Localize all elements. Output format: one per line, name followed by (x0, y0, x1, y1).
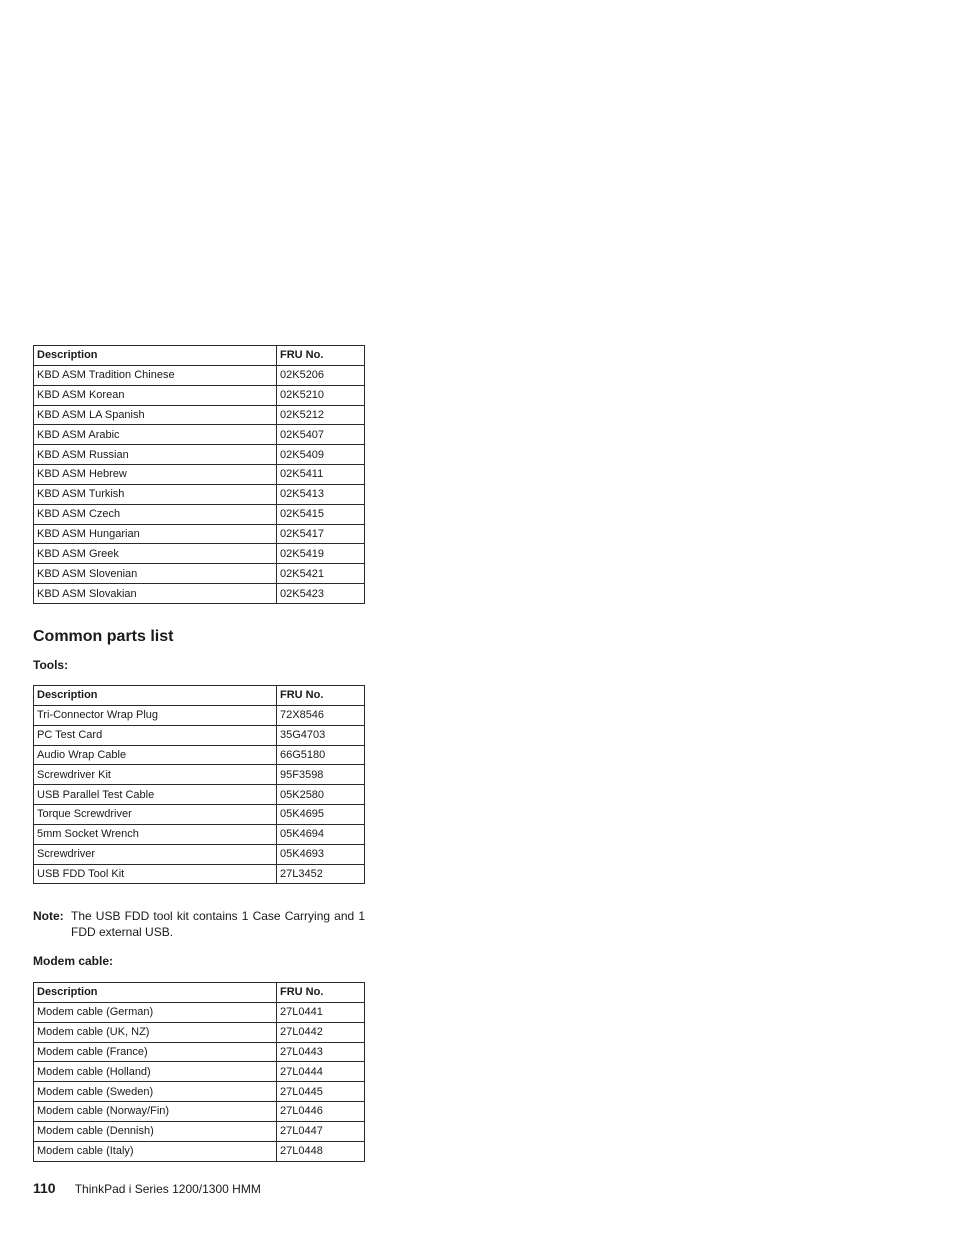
table-row (34, 1121, 365, 1141)
table-row (34, 385, 365, 405)
description-cell: Modem cable (German) (34, 1002, 277, 1022)
fru-number-cell: 02K5413 (277, 484, 365, 504)
fru-number-cell: 95F3598 (277, 765, 365, 785)
fru-number-cell: 02K5409 (277, 445, 365, 465)
fru-number-cell: 02K5417 (277, 524, 365, 544)
fru-number-cell: 27L0443 (277, 1042, 365, 1062)
fru-number-cell: 27L0441 (277, 1002, 365, 1022)
fru-number-cell: 02K5415 (277, 504, 365, 524)
fru-number-cell: 27L0446 (277, 1102, 365, 1122)
description-cell: Audio Wrap Cable (34, 745, 277, 765)
description-cell: Tri-Connector Wrap Plug (34, 705, 277, 725)
fru-number-cell: 66G5180 (277, 745, 365, 765)
column-header-fru-no: FRU No. (277, 686, 365, 706)
table-row (34, 544, 365, 564)
description-cell: KBD ASM Greek (34, 544, 277, 564)
table-row (34, 484, 365, 504)
description-cell: KBD ASM Russian (34, 445, 277, 465)
fru-number-cell: 27L3452 (277, 864, 365, 884)
description-cell: KBD ASM Hebrew (34, 465, 277, 485)
description-cell: Modem cable (Dennish) (34, 1121, 277, 1141)
column-header-fru-no: FRU No. (277, 983, 365, 1003)
note-text: The USB FDD tool kit contains 1 Case Carrying and 1 FDD external USB. (71, 909, 365, 939)
table-row (34, 1022, 365, 1042)
description-cell: Modem cable (Sweden) (34, 1082, 277, 1102)
fru-number-cell: 27L0445 (277, 1082, 365, 1102)
column-header-description: Description (34, 983, 277, 1003)
table-row (34, 1082, 365, 1102)
fru-number-cell: 02K5423 (277, 584, 365, 604)
description-cell: Modem cable (Holland) (34, 1062, 277, 1082)
table-row (34, 824, 365, 844)
table-row (34, 425, 365, 445)
description-cell: 5mm Socket Wrench (34, 824, 277, 844)
table-row (34, 765, 365, 785)
table-row (34, 725, 365, 745)
description-cell: USB FDD Tool Kit (34, 864, 277, 884)
description-cell: KBD ASM Korean (34, 385, 277, 405)
page-number: 110 (33, 1180, 56, 1196)
fru-number-cell: 02K5206 (277, 365, 365, 385)
fru-number-cell: 02K5421 (277, 564, 365, 584)
description-cell: KBD ASM Arabic (34, 425, 277, 445)
keyboard-fru-table (33, 345, 365, 604)
column-header-description: Description (34, 346, 277, 366)
description-cell: KBD ASM Turkish (34, 484, 277, 504)
page-footer (33, 1180, 261, 1197)
description-cell: USB Parallel Test Cable (34, 785, 277, 805)
description-cell: Screwdriver Kit (34, 765, 277, 785)
table-row (34, 564, 365, 584)
fru-number-cell: 02K5210 (277, 385, 365, 405)
description-cell: KBD ASM Slovenian (34, 564, 277, 584)
description-cell: KBD ASM Czech (34, 504, 277, 524)
table-row (34, 504, 365, 524)
fru-number-cell: 05K4695 (277, 805, 365, 825)
fru-number-cell: 35G4703 (277, 725, 365, 745)
description-cell: Screwdriver (34, 844, 277, 864)
description-cell: KBD ASM LA Spanish (34, 405, 277, 425)
description-cell: KBD ASM Hungarian (34, 524, 277, 544)
note-label: Note: (33, 909, 64, 923)
table-row (34, 805, 365, 825)
description-cell: KBD ASM Tradition Chinese (34, 365, 277, 385)
fru-number-cell: 05K4693 (277, 844, 365, 864)
table-row (34, 445, 365, 465)
table-row (34, 785, 365, 805)
fru-number-cell: 27L0447 (277, 1121, 365, 1141)
fru-number-cell: 02K5407 (277, 425, 365, 445)
column-header-fru-no: FRU No. (277, 346, 365, 366)
table-row (34, 365, 365, 385)
fru-number-cell: 02K5212 (277, 405, 365, 425)
section-title: Common parts list (33, 628, 174, 645)
table-header-row (34, 346, 365, 366)
table-row (34, 1042, 365, 1062)
fru-number-cell: 27L0448 (277, 1141, 365, 1161)
fru-number-cell: 27L0442 (277, 1022, 365, 1042)
table-row (34, 844, 365, 864)
description-cell: PC Test Card (34, 725, 277, 745)
table-row (34, 1062, 365, 1082)
fru-number-cell: 05K2580 (277, 785, 365, 805)
description-cell: Modem cable (Norway/Fin) (34, 1102, 277, 1122)
description-cell: KBD ASM Slovakian (34, 584, 277, 604)
fru-number-cell: 27L0444 (277, 1062, 365, 1082)
table-row (34, 1141, 365, 1161)
table-row (34, 1102, 365, 1122)
modem-cable-heading: Modem cable: (33, 954, 114, 968)
tools-fru-table (33, 685, 365, 884)
description-cell: Modem cable (France) (34, 1042, 277, 1062)
modem-cable-fru-table (33, 982, 365, 1162)
table-row (34, 405, 365, 425)
column-header-description: Description (34, 686, 277, 706)
book-title: ThinkPad i Series 1200/1300 HMM (74, 1182, 261, 1196)
table-row (34, 745, 365, 765)
table-row (34, 465, 365, 485)
fru-number-cell: 05K4694 (277, 824, 365, 844)
table-header-row (34, 686, 365, 706)
table-row (34, 584, 365, 604)
fru-number-cell: 72X8546 (277, 705, 365, 725)
fru-number-cell: 02K5411 (277, 465, 365, 485)
table-row (34, 705, 365, 725)
table-row (34, 1002, 365, 1022)
table-row (34, 864, 365, 884)
description-cell: Modem cable (UK, NZ) (34, 1022, 277, 1042)
tools-heading: Tools: (33, 658, 69, 672)
table-header-row (34, 983, 365, 1003)
fru-number-cell: 02K5419 (277, 544, 365, 564)
description-cell: Modem cable (Italy) (34, 1141, 277, 1161)
table-row (34, 524, 365, 544)
description-cell: Torque Screwdriver (34, 805, 277, 825)
note (33, 908, 365, 940)
